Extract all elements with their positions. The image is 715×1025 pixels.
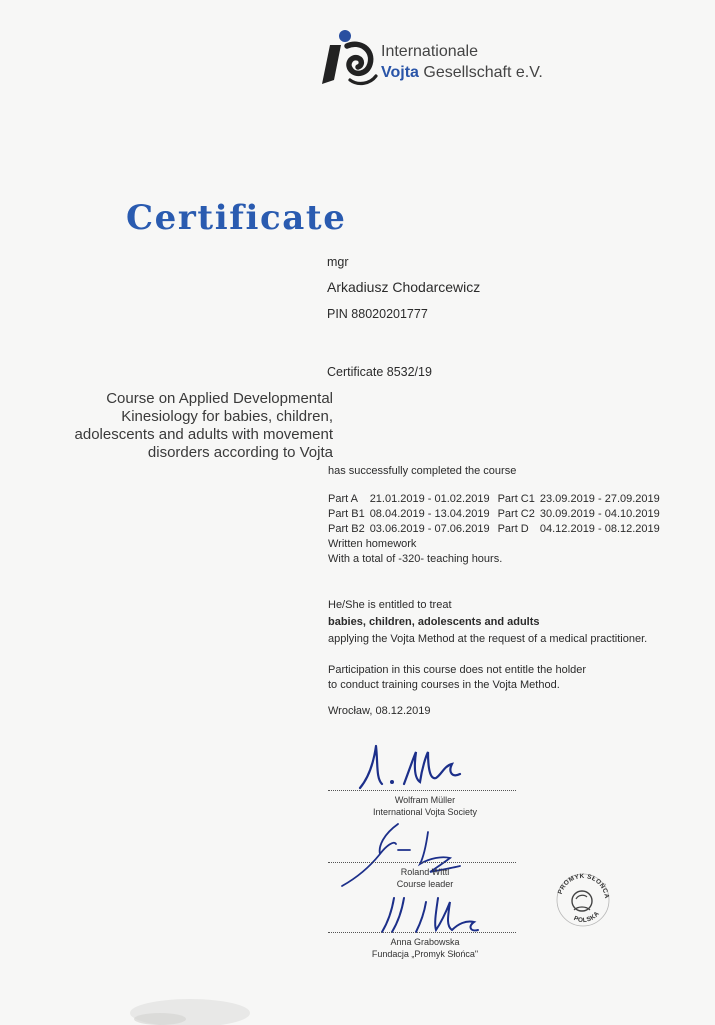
- organization-line2: Gesellschaft e.V.: [418, 64, 543, 81]
- entitled-block: [328, 598, 647, 647]
- organization-name: [381, 41, 543, 83]
- signature-1-icon: [352, 738, 472, 793]
- signatory-name: Roland Wittl: [400, 867, 450, 877]
- part-label: Part B2: [328, 523, 365, 535]
- total-hours-text: With a total of -320- teaching hours.: [328, 553, 503, 565]
- completed-text: has successfully completed the course: [328, 465, 517, 477]
- signatory-name: Wolfram Müller: [394, 795, 456, 805]
- certificate-number: Certificate 8532/19: [327, 365, 432, 379]
- certificate-title: Certificate: [126, 198, 347, 238]
- organization-brand: Vojta: [381, 64, 419, 81]
- signatory-role: International Vojta Society: [372, 807, 478, 817]
- signature-line: [328, 932, 516, 933]
- organization-line1: Internationale: [381, 43, 478, 60]
- part-dates: 03.06.2019 - 07.06.2019: [369, 523, 490, 535]
- entitled-intro: He/She is entitled to treat: [328, 599, 452, 611]
- signatory-3: [330, 936, 520, 960]
- recipient-name: Arkadiusz Chodarcewicz: [327, 279, 481, 295]
- part-dates: 08.04.2019 - 13.04.2019: [369, 508, 490, 520]
- place-date: Wrocław, 08.12.2019: [328, 705, 431, 717]
- signatory-role: Fundacja „Promyk Słońca": [371, 949, 479, 959]
- part-label: Part C1: [497, 493, 535, 505]
- part-label: Part A: [328, 493, 358, 505]
- entitled-groups: babies, children, adolescents and adults: [328, 616, 540, 628]
- signature-line: [328, 862, 516, 863]
- course-title: [30, 390, 333, 462]
- part-label: Part B1: [328, 508, 365, 520]
- course-title-line: adolescents and adults with movement: [74, 426, 333, 443]
- part-row: [328, 492, 660, 507]
- part-dates: 23.09.2019 - 27.09.2019: [539, 493, 660, 505]
- part-dates: 04.12.2019 - 08.12.2019: [539, 523, 660, 535]
- part-row: [328, 522, 660, 537]
- part-label: Part C2: [497, 508, 535, 520]
- course-title-line: disorders according to Vojta: [147, 444, 333, 461]
- homework-text: Written homework: [328, 538, 417, 550]
- disclaimer-line: to conduct training courses in the Vojta Method.: [328, 679, 560, 691]
- course-parts: [328, 492, 660, 567]
- recipient-prefix: mgr: [327, 255, 349, 269]
- foundation-stamp-icon: [549, 866, 617, 928]
- signature-line: [328, 790, 516, 791]
- part-dates: 21.01.2019 - 01.02.2019: [369, 493, 490, 505]
- course-title-line: Course on Applied Developmental: [106, 390, 333, 407]
- part-dates: 30.09.2019 - 04.10.2019: [539, 508, 660, 520]
- stamp-top-text: PROMYK SŁOŃCA: [556, 872, 611, 900]
- vojta-logo-icon: [320, 28, 378, 88]
- signatory-1: [330, 794, 520, 818]
- signatory-name: Anna Grabowska: [390, 937, 460, 947]
- disclaimer: [328, 663, 586, 693]
- stamp-bottom-text: POLSKA: [572, 910, 601, 925]
- part-row: [328, 507, 660, 522]
- signature-3-icon: [380, 894, 500, 936]
- paper-texture: [120, 975, 280, 1025]
- entitled-method: applying the Vojta Method at the request of a medical practitioner.: [328, 633, 648, 645]
- course-title-line: Kinesiology for babies, children,: [121, 408, 333, 425]
- disclaimer-line: Participation in this course does not entitle the holder: [328, 664, 587, 676]
- recipient-pin: PIN 88020201777: [327, 307, 428, 321]
- part-label: Part D: [497, 523, 529, 535]
- signatory-role: Course leader: [396, 879, 454, 889]
- signatory-2: [330, 866, 520, 890]
